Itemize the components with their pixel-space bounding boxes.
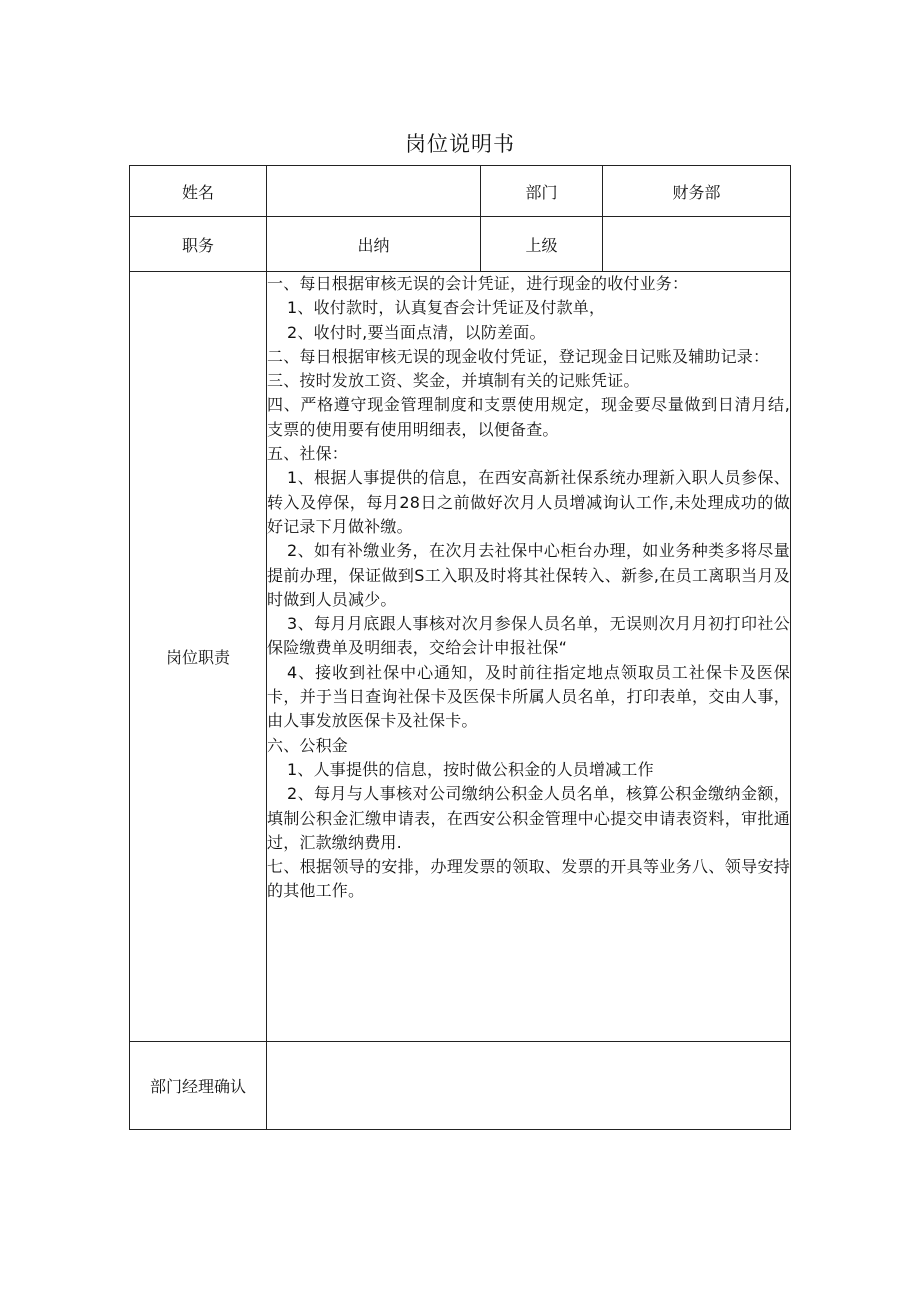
- duty-line: 3、每月月底跟人事核对次月参保人员名单，无误则次月月初打印社公保险缴费单及明细表，交给会计申报社保“: [267, 614, 790, 658]
- duty-line: 4、接收到社保中心通知，及时前往指定地点领取员工社保卡及医保卡，并于当日查询社保卡及医保卡所属人员名单，打印表单，交由人事，由人事发放医保卡及社保卡。: [267, 662, 790, 731]
- confirm-label: 部门经理确认: [130, 1042, 267, 1130]
- duty-line: 1、收付款时，认真复杳会计凭证及付款单，: [287, 298, 606, 318]
- duty-line: 二、每日根据审核无误的现金收付凭证，登记现金日记账及辅助记录：: [267, 346, 770, 366]
- duty-line: 1、根据人事提供的信息，在西安高新社保系统办理新入职人员参保、转入及停保，每月28日之前做好次月人员增减询认工作,未处理成功的做好记录下月做补缴。: [267, 468, 790, 536]
- duties-label: 岗位职责: [130, 272, 267, 1042]
- name-label: 姓名: [130, 166, 267, 217]
- superior-value-cell[interactable]: [603, 217, 791, 272]
- duty-line: 三、按时发放工资、奖金，并填制有关的记账凭证。: [267, 371, 640, 391]
- table-row: [130, 272, 791, 1042]
- position-label: 职务: [130, 217, 267, 272]
- duty-line: 四、严格遵守现金管理制度和支票使用规定，现金要尽量做到日清月结,支票的使用要有使用明细表，以便备查。: [267, 395, 790, 439]
- duty-line: 五、社保：: [267, 444, 349, 464]
- duty-line: 1、人事提供的信息，按时做公积金的人员增减工作: [287, 759, 654, 779]
- duty-line: 六、公积金: [267, 735, 349, 755]
- job-description-table: [129, 165, 791, 1130]
- page-title: 岗位说明书: [405, 132, 515, 156]
- position-value[interactable]: 出纳: [267, 217, 481, 272]
- duty-line: 2、收付时,要当面点清，以防差面。: [287, 322, 546, 342]
- table-row: [130, 1042, 791, 1130]
- confirm-value-cell[interactable]: [267, 1042, 791, 1130]
- dept-value[interactable]: 财务部: [603, 166, 791, 217]
- duty-line: 一、每日根据审核无误的会计凭证，进行现金的收付业务：: [267, 274, 689, 293]
- table-row: [130, 166, 791, 217]
- duty-line: 2、如有补缴业务，在次月去社保中心柜台办理，如业务种类多将尽量提前办理，保证做到S工入职及时将其社保转入、新参,在员工离职当月及时做到人员减少。: [267, 541, 790, 609]
- name-value-cell[interactable]: [267, 166, 481, 217]
- duty-line: 七、根据领导的安排，办理发票的领取、发票的开具等业务八、领导安持的其他工作。: [267, 857, 790, 901]
- table-row: [130, 217, 791, 272]
- dept-label: 部门: [481, 166, 603, 217]
- superior-label: 上级: [481, 217, 603, 272]
- duties-content[interactable]: [267, 272, 791, 1042]
- duty-line: 2、每月与人事核对公司缴纳公积金人员名单，核算公积金缴纳金额，填制公积金汇缴申请表，在西安公积金管理中心提交申请表资料，审批通过，汇款缴纳费用.: [267, 784, 790, 852]
